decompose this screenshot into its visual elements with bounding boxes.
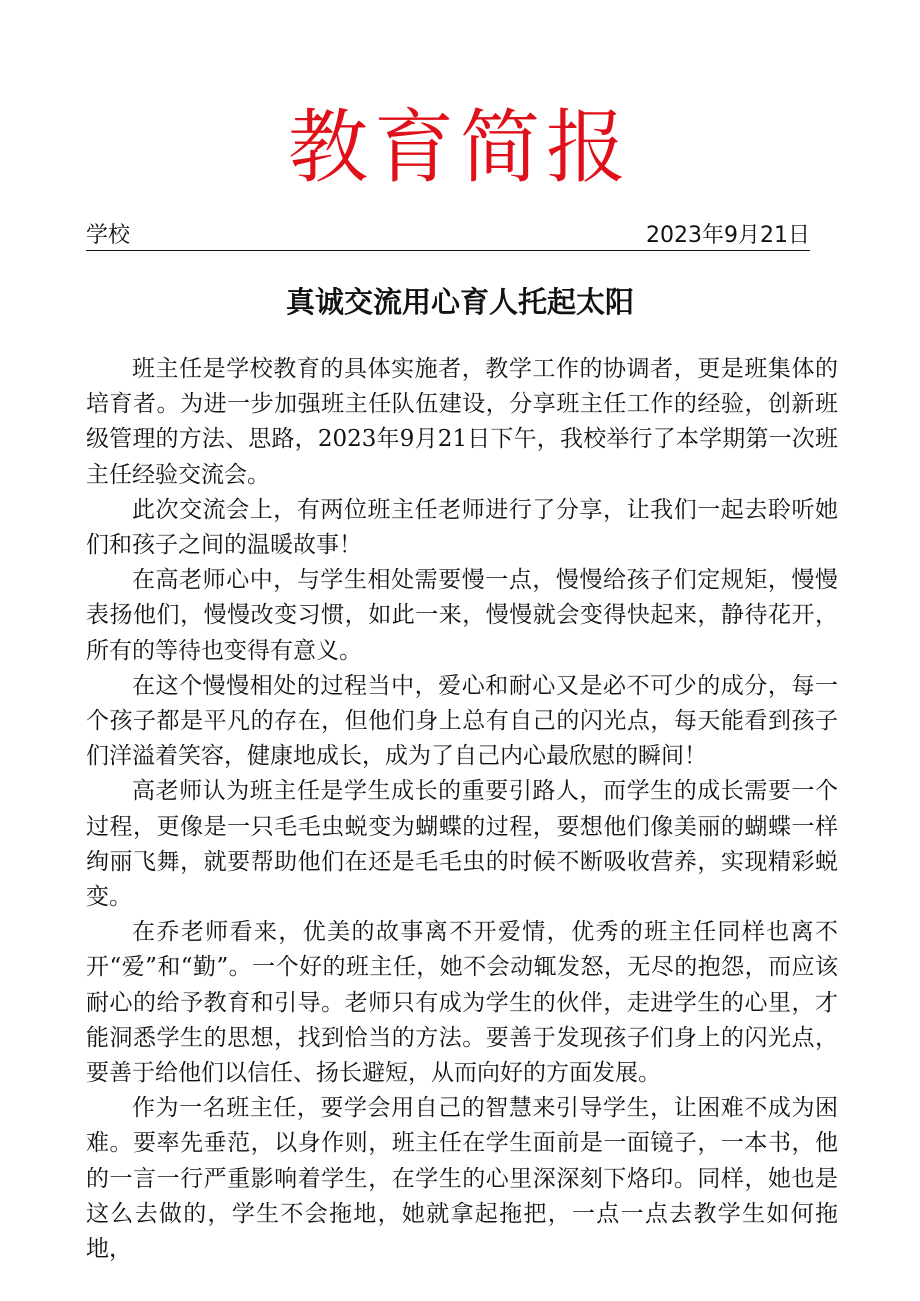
info-row — [86, 222, 810, 251]
paragraph-1: 班主任是学校教育的具体实施者，教学工作的协调者，更是班集体的培育者。为进一步加强班主任队伍建设，分享班主任工作的经验，创新班级管理的方法、思路，2023年9月21日下午，我校举行了本学期第一次班主任经验交流会。 — [86, 356, 838, 488]
paragraph-2: 此次交流会上，有两位班主任老师进行了分享，让我们一起去聆听她们和孩子之间的温暖故事！ — [86, 496, 838, 559]
paragraph-3: 在高老师心中，与学生相处需要慢一点，慢慢给孩子们定规矩，慢慢表扬他们，慢慢改变习惯，如此一来，慢慢就会变得快起来，静待花开，所有的等待也变得有意义。 — [86, 567, 838, 664]
school-label: 学校 — [86, 223, 131, 248]
paragraph-5: 高老师认为班主任是学生成长的重要引路人，而学生的成长需要一个过程，更像是一只毛毛虫蜕变为蝴蝶的过程，要想他们像美丽的蝴蝶一样绚丽飞舞，就要帮助他们在还是毛毛虫的时候不断吸收营养，实现精彩蜕变。 — [86, 778, 838, 911]
paragraph-7: 作为一名班主任，要学会用自己的智慧来引导学生，让困难不成为困难。要率先垂范，以身作则，班主任在学生面前是一面镜子，一本书，他的一言一行严重影响着学生，在学生的心里深深刻下烙印。同样，她也是这么去做的，学生不会拖地，她就拿起拖把，一点一点去教学生如何拖地， — [86, 1095, 838, 1263]
issue-date: 2023年9月21日 — [646, 223, 810, 248]
paragraph-6: 在乔老师看来，优美的故事离不开爱情，优秀的班主任同样也离不开“爱”和“勤”。一个好的班主任，她不会动辄发怒，无尽的抱怨，而应该耐心的给予教育和引导。老师只有成为学生的伙伴，走进学生的心里，才能洞悉学生的思想，找到恰当的方法。要善于发现孩子们身上的闪光点，要善于给他们以信任、扬长避短，从而向好的方面发展。 — [86, 919, 838, 1087]
masthead-title: 教育简报 — [288, 101, 632, 194]
article-headline: 真诚交流用心育人托起太阳 — [285, 285, 634, 319]
article-body — [86, 352, 838, 1263]
paragraph-4: 在这个慢慢相处的过程当中，爱心和耐心又是必不可少的成分，每一个孩子都是平凡的存在，但他们身上总有自己的闪光点，每天能看到孩子们洋溢着笑容，健康地成长，成为了自己内心最欣慰的瞬间！ — [86, 672, 838, 770]
